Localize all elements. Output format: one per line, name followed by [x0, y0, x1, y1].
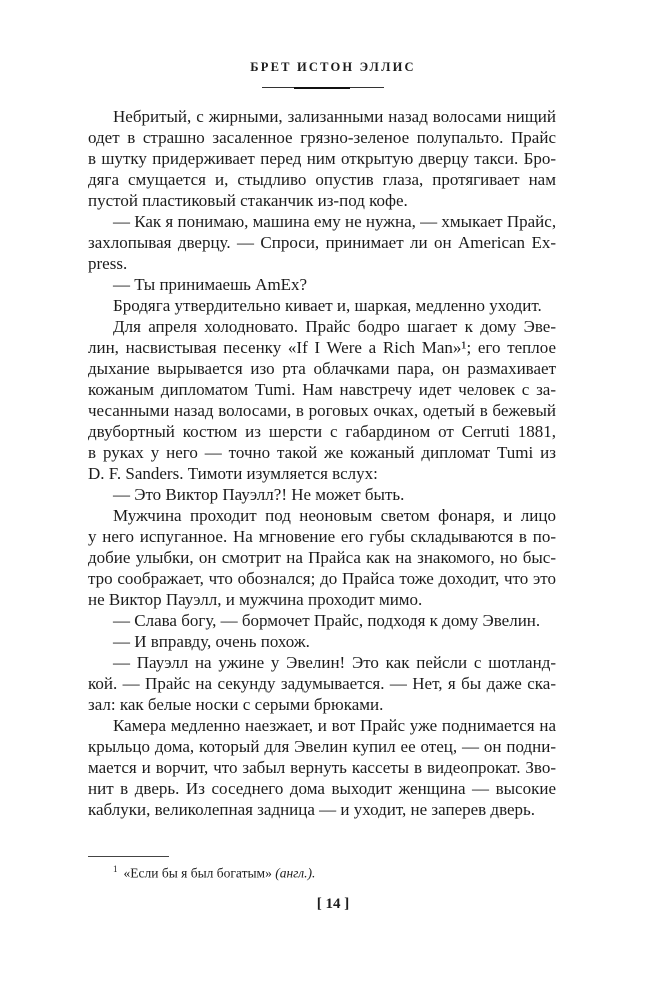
paragraph [88, 274, 556, 295]
footnote-mark: 1 [113, 864, 118, 874]
footnote-divider [88, 856, 169, 857]
text-line: захлопывая дверцу. — Спроси, принимает ли он American Ex- [88, 233, 556, 252]
footnote [113, 864, 315, 882]
text-line: кожаным дипломатом Tumi. Нам навстречу идет человек с за- [88, 380, 556, 399]
text-line: — Как я понимаю, машина ему не нужна, — хмыкает Прайс, [113, 212, 557, 231]
text-line: — Пауэлл на ужине у Эвелин! Это как пейсли с шотланд- [113, 653, 556, 672]
footnote-language-note: (англ.). [275, 865, 316, 881]
paragraph [88, 505, 556, 610]
text-line: Небритый, с жирными, зализанными назад волосами нищий [113, 107, 556, 126]
paragraph [88, 715, 556, 820]
text-line: двубортный костюм из шерсти с габардином от Cerruti 1881, [88, 422, 556, 441]
paragraph [88, 610, 556, 631]
text-line: — И вправду, очень похож. [113, 632, 310, 651]
text-line: у него испуганное. На мгновение его губы складываются в по- [88, 527, 556, 546]
text-line: Для апреля холодновато. Прайс бодро шагает к дому Эве- [113, 317, 556, 336]
text-line: крыльцо дома, который для Эвелин купил ее отец, — он подни- [88, 737, 556, 756]
text-line: лин, насвистывая песенку «If I Were a Rich Man»¹; его теплое [88, 338, 556, 357]
text-line: D. F. Sanders. Тимоти изумляется вслух: [88, 464, 378, 483]
text-line: пустой пластиковый стаканчик из-под кофе. [88, 191, 408, 210]
text-line: чесанными назад волосами, в роговых очках, одетый в бежевый [88, 401, 556, 420]
text-line: каблуки, великолепная задница — и уходит, не заперев дверь. [88, 800, 536, 819]
text-line: — Слава богу, — бормочет Прайс, подходя к дому Эвелин. [113, 611, 541, 630]
page-number: [ 14 ] [316, 896, 350, 912]
paragraph [88, 652, 556, 715]
text-line: не Виктор Пауэлл, и мужчина проходит мимо. [88, 590, 423, 609]
footnote-text: «Если бы я был богатым» [123, 865, 272, 881]
text-line: кой. — Прайс на секунду задумывается. — Нет, я бы даже ска- [88, 674, 556, 693]
paragraph [88, 295, 556, 316]
text-line: Камера медленно наезжает, и вот Прайс уже поднимается на [113, 716, 556, 735]
text-line: нит в дверь. Из соседнего дома выходит женщина — высокие [88, 779, 556, 798]
paragraph [88, 316, 556, 484]
text-line: дяга смущается и, стыдливо опустив глаза, протягивает нам [88, 170, 556, 189]
text-line: одет в страшно засаленное грязно-зеленое полупальто. Прайс [88, 128, 556, 147]
text-line: press. [88, 254, 128, 273]
paragraph [88, 211, 556, 274]
text-line: в руках у него — точно такой же кожаный дипломат Tumi из [88, 443, 556, 462]
paragraph [88, 106, 556, 211]
running-header: БРЕТ ИСТОН ЭЛЛИС [250, 60, 416, 74]
text-line: в шутку придерживает перед ним открытую дверцу такси. Бро- [88, 149, 556, 168]
text-line: Бродяга утвердительно кивает и, шаркая, медленно уходит. [113, 296, 542, 315]
text-line: — Ты принимаешь AmEx? [113, 275, 308, 294]
text-line: — Это Виктор Пауэлл?! Не может быть. [113, 485, 405, 504]
text-line: зал: как белые носки с серыми брюками. [88, 695, 384, 714]
text-line: дыхание вырывается изо рта облачками пара, он размахивает [88, 359, 556, 378]
text-line: добие улыбки, он смотрит на Прайса как на знакомого, но быс- [88, 548, 556, 567]
paragraph [88, 484, 556, 505]
text-line: Мужчина проходит под неоновым светом фонаря, и лицо [113, 506, 556, 525]
text-line: мается и ворчит, что забыл вернуть кассеты в видеопрокат. Зво- [88, 758, 556, 777]
body-text [88, 106, 556, 820]
text-line: тро соображает, что обознался; до Прайса тоже доходит, что это [88, 569, 556, 588]
paragraph [88, 631, 556, 652]
header-divider [262, 87, 384, 88]
